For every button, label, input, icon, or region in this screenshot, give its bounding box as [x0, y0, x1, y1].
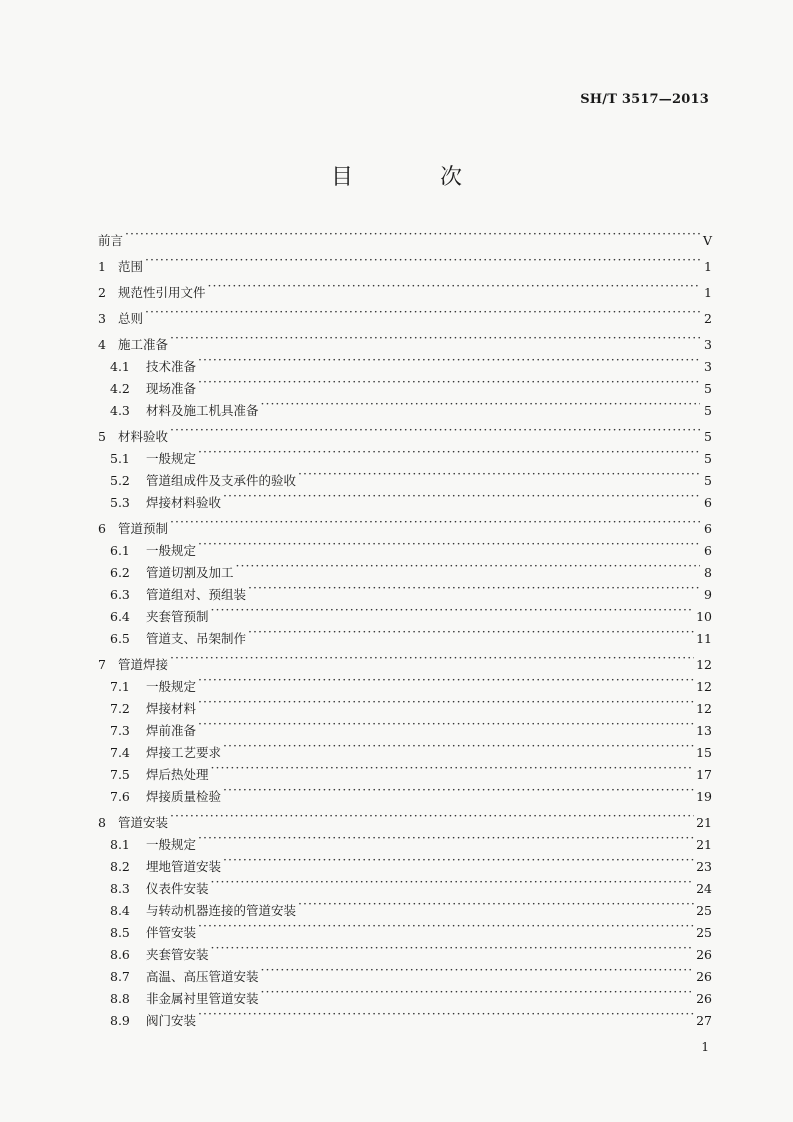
toc-leader-dots [298, 893, 694, 915]
toc-entry-label: 一般规定 [146, 679, 197, 694]
toc-entry-label: 管道焊接 [118, 657, 169, 672]
toc-leader-dots [298, 463, 700, 485]
toc-section-entry[interactable] [98, 249, 712, 274]
toc-entry-number: 7.4 [110, 745, 130, 760]
table-of-contents [98, 223, 712, 1028]
toc-entry-page: 5 [704, 451, 712, 466]
toc-entry-label: 一般规定 [146, 543, 197, 558]
toc-entry-label: 现场准备 [146, 381, 197, 396]
toc-leader-dots [198, 1003, 694, 1025]
toc-entry-number: 7.2 [110, 701, 130, 716]
toc-entry-number: 6.5 [110, 631, 130, 646]
toc-entry-page: 6 [704, 543, 712, 558]
toc-entry-page: 26 [696, 969, 712, 984]
toc-entry-number: 6.3 [110, 587, 130, 602]
toc-entry-page: 1 [704, 259, 712, 274]
toc-leader-dots [198, 669, 694, 691]
toc-subsection-entry[interactable] [98, 441, 712, 466]
toc-section-entry[interactable] [98, 805, 712, 830]
page-number: 1 [701, 1040, 709, 1054]
toc-leader-dots [198, 371, 700, 393]
toc-entry-page: 25 [696, 925, 712, 940]
toc-leader-dots [198, 713, 694, 735]
toc-entry-number: 5.3 [110, 495, 130, 510]
toc-entry-number: 5.1 [110, 451, 130, 466]
toc-entry-page: 21 [696, 837, 712, 852]
toc-entry-label: 夹套管预制 [146, 609, 209, 624]
toc-entry-page: 1 [704, 285, 712, 300]
toc-leader-dots [198, 441, 700, 463]
toc-leader-dots [145, 249, 700, 271]
toc-entry-number: 8.7 [110, 969, 130, 984]
toc-entry-page: 3 [704, 359, 712, 374]
toc-entry-label: 施工准备 [118, 337, 169, 352]
toc-entry-page: 13 [696, 723, 712, 738]
toc-entry-number: 8.2 [110, 859, 130, 874]
toc-leader-dots [211, 871, 695, 893]
toc-subsection-entry[interactable] [98, 669, 712, 694]
toc-entry-number: 8.6 [110, 947, 130, 962]
standard-number: SH/T 3517—2013 [580, 92, 709, 107]
toc-entry-label: 焊后热处理 [146, 767, 209, 782]
toc-entry-page: 27 [696, 1013, 712, 1028]
toc-entry-label: 伴管安装 [146, 925, 197, 940]
toc-leader-dots [261, 981, 695, 1003]
toc-leader-dots [211, 599, 695, 621]
toc-entry-label: 管道预制 [118, 521, 169, 536]
toc-entry-page: 2 [704, 311, 712, 326]
toc-entry-page: 10 [696, 609, 712, 624]
toc-entry-label: 焊接材料验收 [146, 495, 222, 510]
toc-section-entry[interactable] [98, 301, 712, 326]
toc-entry-number: 8.9 [110, 1013, 130, 1028]
toc-leader-dots [248, 621, 694, 643]
toc-entry-label: 与转动机器连接的管道安装 [146, 903, 297, 918]
toc-leader-dots [198, 915, 694, 937]
toc-leader-dots [208, 275, 700, 297]
toc-entry-number: 4 [98, 337, 106, 352]
toc-subsection-entry[interactable] [98, 349, 712, 374]
toc-entry-page: 26 [696, 991, 712, 1006]
toc-entry-number: 6.1 [110, 543, 130, 558]
toc-section-entry[interactable] [98, 419, 712, 444]
toc-entry-number: 8.8 [110, 991, 130, 1006]
page-title: 目 次 [331, 165, 502, 190]
toc-entry-label: 管道安装 [118, 815, 169, 830]
toc-entry-label: 焊接材料 [146, 701, 197, 716]
toc-leader-dots [145, 301, 700, 323]
toc-entry-page: 9 [704, 587, 712, 602]
toc-entry-label: 材料验收 [118, 429, 169, 444]
toc-leader-dots [198, 691, 694, 713]
toc-entry-label: 高温、高压管道安装 [146, 969, 259, 984]
toc-entry-label: 阀门安装 [146, 1013, 197, 1028]
toc-leader-dots [211, 757, 695, 779]
toc-entry-page: 5 [704, 403, 712, 418]
toc-entry-number: 1 [98, 259, 106, 274]
toc-subsection-entry[interactable] [98, 827, 712, 852]
toc-entry-number: 4.3 [110, 403, 130, 418]
toc-leader-dots [170, 511, 700, 533]
toc-leader-dots [198, 827, 694, 849]
toc-entry-page: V [702, 233, 712, 248]
toc-entry-page: 19 [696, 789, 712, 804]
toc-entry-page: 21 [696, 815, 712, 830]
toc-entry-label: 一般规定 [146, 451, 197, 466]
toc-entry-label: 材料及施工机具准备 [146, 403, 259, 418]
toc-entry-page: 17 [696, 767, 712, 782]
toc-subsection-entry[interactable] [98, 533, 712, 558]
toc-entry-number: 6 [98, 521, 106, 536]
toc-entry-page: 6 [704, 521, 712, 536]
toc-entry-page: 12 [696, 657, 712, 672]
toc-section-entry[interactable] [98, 223, 712, 248]
toc-entry-number: 7.3 [110, 723, 130, 738]
toc-entry-label: 焊接质量检验 [146, 789, 222, 804]
toc-leader-dots [198, 349, 700, 371]
toc-entry-number: 8.4 [110, 903, 130, 918]
toc-entry-page: 24 [696, 881, 712, 896]
toc-entry-label: 夹套管安装 [146, 947, 209, 962]
toc-leader-dots [223, 849, 694, 871]
toc-entry-number: 7.5 [110, 767, 130, 782]
toc-entry-label: 管道组成件及支承件的验收 [146, 473, 297, 488]
toc-leader-dots [248, 577, 700, 599]
toc-leader-dots [198, 533, 700, 555]
toc-entry-label: 焊接工艺要求 [146, 745, 222, 760]
toc-entry-label: 技术准备 [146, 359, 197, 374]
toc-leader-dots [170, 805, 694, 827]
toc-entry-number: 8.1 [110, 837, 130, 852]
toc-entry-number: 7 [98, 657, 106, 672]
toc-entry-page: 5 [704, 429, 712, 444]
toc-entry-number: 5 [98, 429, 106, 444]
toc-entry-label: 管道支、吊架制作 [146, 631, 247, 646]
toc-entry-page: 12 [696, 679, 712, 694]
toc-entry-number: 8 [98, 815, 106, 830]
toc-entry-page: 23 [696, 859, 712, 874]
toc-leader-dots [236, 555, 700, 577]
toc-entry-label: 焊前准备 [146, 723, 197, 738]
toc-entry-label: 管道切割及加工 [146, 565, 234, 580]
toc-leader-dots [261, 959, 695, 981]
toc-entry-number: 4.2 [110, 381, 130, 396]
toc-entry-label: 一般规定 [146, 837, 197, 852]
toc-leader-dots [211, 937, 695, 959]
toc-entry-number: 7.1 [110, 679, 130, 694]
toc-leader-dots [125, 223, 700, 245]
toc-entry-number: 8.5 [110, 925, 130, 940]
toc-entry-label: 范围 [118, 259, 144, 274]
toc-entry-page: 11 [696, 631, 712, 646]
toc-leader-dots [223, 779, 694, 801]
toc-entry-label: 非金属衬里管道安装 [146, 991, 259, 1006]
toc-entry-number: 3 [98, 311, 106, 326]
toc-entry-page: 15 [696, 745, 712, 760]
toc-entry-page: 5 [704, 473, 712, 488]
toc-leader-dots [170, 327, 700, 349]
toc-section-entry[interactable] [98, 511, 712, 536]
toc-entry-label: 规范性引用文件 [118, 285, 206, 300]
toc-leader-dots [170, 647, 694, 669]
toc-entry-label: 仪表件安装 [146, 881, 209, 896]
toc-leader-dots [261, 393, 700, 415]
toc-entry-number: 6.2 [110, 565, 130, 580]
toc-entry-page: 8 [704, 565, 712, 580]
toc-entry-number: 2 [98, 285, 106, 300]
toc-entry-page: 3 [704, 337, 712, 352]
toc-entry-label: 前言 [98, 233, 124, 248]
toc-leader-dots [223, 485, 700, 507]
toc-entry-page: 12 [696, 701, 712, 716]
toc-leader-dots [170, 419, 700, 441]
toc-entry-page: 5 [704, 381, 712, 396]
toc-entry-number: 7.6 [110, 789, 130, 804]
toc-leader-dots [223, 735, 694, 757]
toc-entry-label: 埋地管道安装 [146, 859, 222, 874]
toc-entry-page: 6 [704, 495, 712, 510]
toc-entry-number: 8.3 [110, 881, 130, 896]
toc-entry-number: 4.1 [110, 359, 130, 374]
toc-entry-page: 25 [696, 903, 712, 918]
toc-section-entry[interactable] [98, 327, 712, 352]
toc-entry-label: 总则 [118, 311, 144, 326]
toc-entry-label: 管道组对、预组装 [146, 587, 247, 602]
toc-entry-page: 26 [696, 947, 712, 962]
toc-entry-number: 6.4 [110, 609, 130, 624]
toc-section-entry[interactable] [98, 275, 712, 300]
toc-section-entry[interactable] [98, 647, 712, 672]
toc-entry-number: 5.2 [110, 473, 130, 488]
